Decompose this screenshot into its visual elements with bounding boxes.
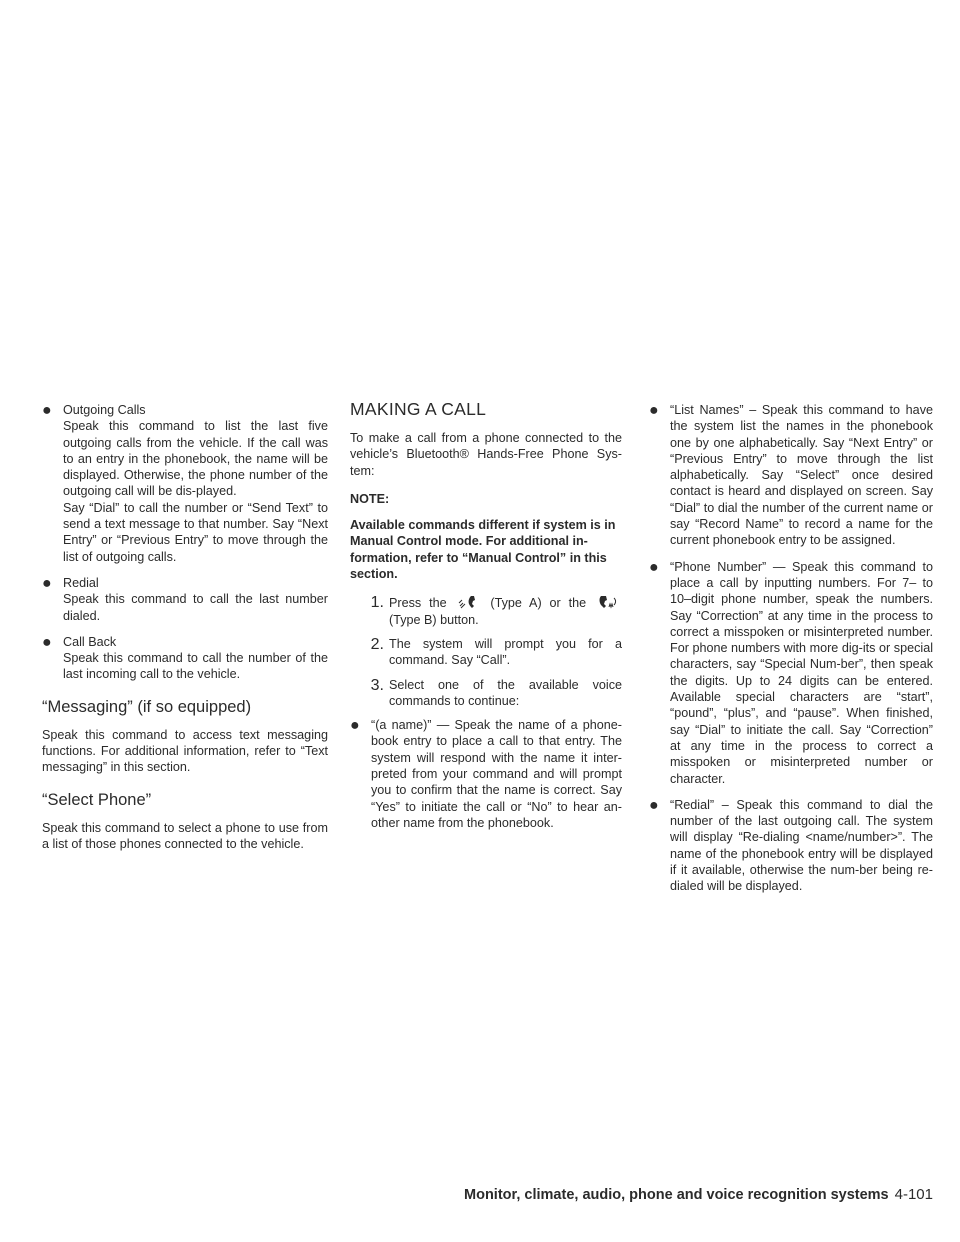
step-3: [350, 677, 622, 710]
step-2: [350, 636, 622, 669]
list-item-redial: [649, 797, 933, 895]
section-heading-select-phone: “Select Phone”: [42, 790, 152, 809]
column-left: [42, 402, 328, 852]
section-heading-messaging: “Messaging” (if so equipped): [42, 697, 252, 716]
bullet-icon: ●: [42, 574, 52, 592]
list-item-outgoing-calls: [42, 402, 328, 565]
list-item-body: Speak this command to list the last five outgoing calls from the vehicle. If the call was to an entry in the phonebook, the name will be displayed. Otherwise, the phone number of the outgoing call will be dis-played.: [63, 419, 328, 499]
step-number: 1.: [370, 594, 384, 612]
step-number: 2.: [370, 635, 384, 653]
select-phone-paragraph: Speak this command to select a phone to use from a list of those phones connected to the vehicle.: [42, 820, 328, 851]
bullet-icon: ●: [649, 558, 659, 576]
list-item-title: Outgoing Calls: [63, 403, 146, 417]
step-text: The system will prompt you for a command. Say “Call”.: [389, 636, 622, 668]
list-item-title: Call Back: [63, 634, 117, 649]
bullet-icon: ●: [42, 633, 52, 651]
list-item-body: “List Names” – Speak this command to have the system list the names in the phonebook one by one alphabetically. Say “Next Entry” or “Previous Entry” to move through the list alphabetically. Say “Select” once desired contact is heard and displayed on screen. Say “Dial” to dial the number of the current name or say “Record Name” to record a name for the current phonebook entry to be assigned.: [670, 403, 933, 548]
bullet-icon: ●: [42, 402, 52, 419]
bullet-icon: ●: [350, 717, 360, 735]
column-right: [649, 402, 933, 905]
list-item-body: Say “Dial” to call the number or “Send Text” to send a text message to that number. Say “Next Entry” or “Previous Entry” to move through the list of outgoing calls.: [63, 500, 328, 564]
list-item-redial: [42, 575, 328, 624]
step-1: [350, 594, 622, 628]
list-item-body: Speak this command to call the last number dialed.: [63, 592, 328, 623]
footer-chapter-title: Monitor, climate, audio, phone and voice recognition systems: [464, 1187, 889, 1203]
bullet-icon: ●: [649, 402, 659, 419]
list-item-title: Redial: [63, 575, 99, 590]
list-item-body: “Redial” – Speak this command to dial the number of the last outgoing call. The system will display “Re-dialing <name/number>”. The name of the phonebook entry will be displayed if it available, otherwise the num-ber being re-dialed will be displayed.: [670, 797, 933, 894]
step-text-part: Press the: [389, 596, 447, 611]
list-item-a-name: [350, 717, 622, 831]
step-text-part: (Type B) button.: [389, 612, 479, 627]
step-text: [387, 594, 622, 628]
step-text-part: (Type A) or the: [490, 596, 587, 611]
page-number: 4-101: [894, 1186, 933, 1203]
section-heading-making-a-call: MAKING A CALL: [350, 399, 487, 419]
list-item-body: “(a name)” — Speak the name of a phone-book entry to place a call to that entry. The system will respond with the name it inter-preted from your command and will prompt you to confirm that the name is correct. Say “Yes” to initiate the call or “No” to hear an-other name from the phonebook.: [371, 718, 622, 830]
note-text: Available commands different if system is in Manual Control mode. For additional in-formation, refer to “Manual Control” in this section.: [350, 518, 616, 582]
list-item-call-back: [42, 634, 328, 683]
step-number: 3.: [370, 676, 384, 694]
messaging-paragraph: Speak this command to access text messaging functions. For additional information, refer to “Text messaging” in this section.: [42, 727, 328, 775]
list-item-body: “Phone Number” — Speak this command to place a call by inputting numbers. For 7– to 10–digit phone number, speak the numbers. Say “Correction” at any time in the process to correct a misspoken or misinterpreted number. For phone numbers with more dig-its or special characters, say “Special Num-ber”, then speak the digits. Up to 24 digits can be entered. Available special characters are “start”, “pound”, “plus”, and “pause”. When finished, say “Dial” to initiate the call. Say “Correction” at any time in the process to correct a misspoken or misinterpreted number or character.: [670, 559, 933, 786]
bullet-icon: ●: [649, 796, 659, 814]
step-text: Select one of the available voice commands to continue:: [389, 677, 622, 708]
list-item-phone-number: [649, 559, 933, 787]
note-label: NOTE:: [350, 491, 390, 506]
phone-talk-icon: [457, 594, 479, 610]
intro-paragraph: To make a call from a phone connected to the vehicle’s Bluetooth® Hands-Free Phone Sys-tem:: [350, 431, 622, 478]
column-middle: [350, 398, 622, 841]
phone-voice-icon: [597, 594, 619, 610]
page-footer: [464, 1186, 933, 1203]
list-item-body: Speak this command to call the number of the last incoming call to the vehicle.: [63, 651, 328, 682]
list-item-list-names: [649, 402, 933, 549]
